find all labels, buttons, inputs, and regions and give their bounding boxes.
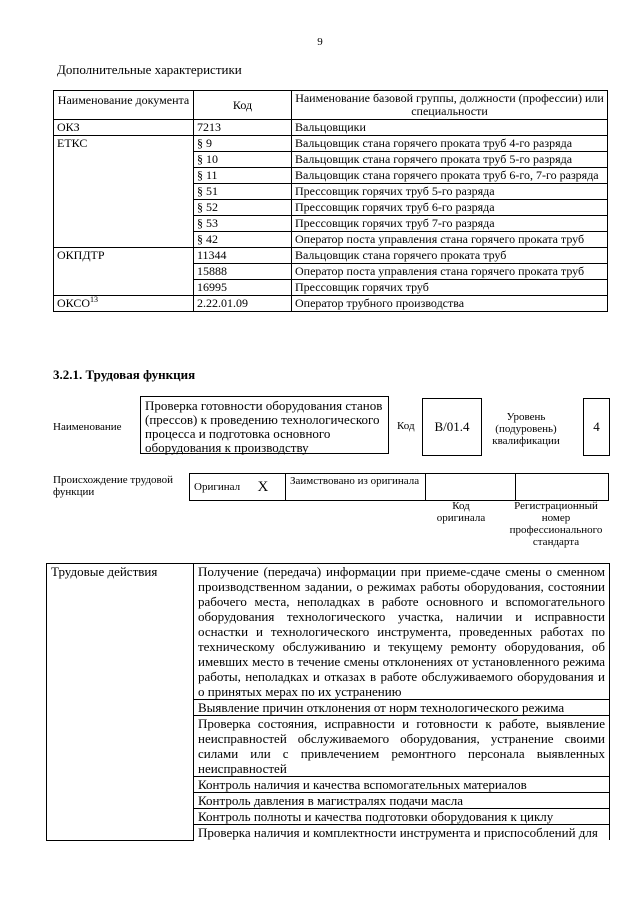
cell-code: 2.22.01.09	[194, 296, 292, 312]
labor-actions-table	[46, 563, 610, 841]
original-mark: X	[254, 474, 286, 501]
table-row	[54, 248, 608, 264]
code-original-label: Код оригинала	[436, 500, 486, 524]
cell-doc: ОКПДТР	[54, 248, 194, 296]
cell-code: 16995	[194, 280, 292, 296]
okso-label: ОКСО	[57, 296, 91, 310]
cell-code: § 10	[194, 152, 292, 168]
action-item: Получение (передача) информации при приеме-сдаче смены о сменном производственном задании, о режимах работы оборудования, состоянии рабочего места, неполадках в работе основного и вспомогательного оборудования технологического участка, наличии и исправности оснастки и технологического инструмента, проведенных работах по техническому обслуживанию и текущему ремонту оборудования, об имевших место в течение смены отклонениях от установленного режима работы, неполадках и отказах в работе обслуживаемого оборудования и о принятых мерах по их устранению	[194, 564, 610, 700]
reg-number-label: Регистрационный номер профессионального стандарта	[509, 500, 603, 548]
cell-code: 11344	[194, 248, 292, 264]
cell-doc: ЕТКС	[54, 136, 194, 248]
function-section-title: 3.2.1. Трудовая функция	[53, 367, 196, 382]
function-code: B/01.4	[422, 398, 482, 456]
action-item: Контроль давления в магистралях подачи масла	[194, 793, 610, 809]
cell-doc: ОКЗ	[54, 120, 194, 136]
name-label: Наименование	[53, 421, 122, 433]
cell-name: Прессовщик горячих труб 6-го разряда	[292, 200, 608, 216]
code-original-cell	[426, 474, 516, 501]
cell-code: § 52	[194, 200, 292, 216]
table-row	[54, 120, 608, 136]
original-label: Оригинал	[190, 474, 254, 501]
cell-name: Прессовщик горячих труб 7-го разряда	[292, 216, 608, 232]
cell-code: § 53	[194, 216, 292, 232]
cell-doc	[54, 296, 194, 312]
table-row	[54, 136, 608, 152]
cell-name: Вальцовщик стана горячего проката труб 5-го разряда	[292, 152, 608, 168]
action-item: Проверка наличия и комплектности инструмента и приспособлений для	[194, 825, 610, 841]
action-item: Выявление причин отклонения от норм технологического режима	[194, 700, 610, 716]
cell-name: Оператор трубного производства	[292, 296, 608, 312]
action-item: Проверка состояния, исправности и готовности к работе, выявление неисправностей обслуживаемого оборудования, устранение своими силами или с привлечением ремонтного персонала выявленных неисправностей	[194, 716, 610, 777]
cell-name: Прессовщик горячих труб 5-го разряда	[292, 184, 608, 200]
header-doc-name: Наименование документа	[54, 91, 194, 120]
borrowed-label: Заимствовано из оригинала	[286, 474, 426, 501]
cell-name: Вальцовщик стана горячего проката труб 4-го разряда	[292, 136, 608, 152]
level-label: Уровень (подуровень) квалификации	[492, 411, 560, 447]
table-row	[47, 564, 610, 700]
header-code: Код	[194, 91, 292, 120]
origin-table	[189, 473, 609, 501]
function-name: Проверка готовности оборудования станов (прессов) к проведению технологического процесса и подготовка основного оборудования к производству	[140, 396, 389, 454]
cell-name: Вальцовщик стана горячего проката труб 6-го, 7-го разряда	[292, 168, 608, 184]
cell-code: 7213	[194, 120, 292, 136]
characteristics-table	[53, 90, 608, 312]
qualification-level: 4	[583, 398, 610, 456]
code-label: Код	[397, 420, 415, 432]
header-group-name: Наименование базовой группы, должности (профессии) или специальности	[292, 91, 608, 120]
action-item: Контроль наличия и качества вспомогательных материалов	[194, 777, 610, 793]
origin-label: Происхождение трудовой функции	[53, 474, 174, 498]
table-header-row	[54, 91, 608, 120]
cell-code: 15888	[194, 264, 292, 280]
cell-name: Вальцовщики	[292, 120, 608, 136]
cell-code: § 51	[194, 184, 292, 200]
footnote-marker: 13	[90, 295, 99, 304]
cell-name: Вальцовщик стана горячего проката труб	[292, 248, 608, 264]
section-heading: Дополнительные характеристики	[57, 62, 242, 77]
table-row	[54, 296, 608, 312]
cell-code: § 11	[194, 168, 292, 184]
cell-code: § 9	[194, 136, 292, 152]
cell-name: Прессовщик горячих труб	[292, 280, 608, 296]
action-item: Контроль полноты и качества подготовки оборудования к циклу	[194, 809, 610, 825]
cell-code: § 42	[194, 232, 292, 248]
cell-name: Оператор поста управления стана горячего проката труб	[292, 232, 608, 248]
actions-label: Трудовые действия	[47, 564, 194, 841]
cell-name: Оператор поста управления стана горячего проката труб	[292, 264, 608, 280]
reg-number-cell	[516, 474, 609, 501]
page-number: 9	[317, 36, 323, 48]
